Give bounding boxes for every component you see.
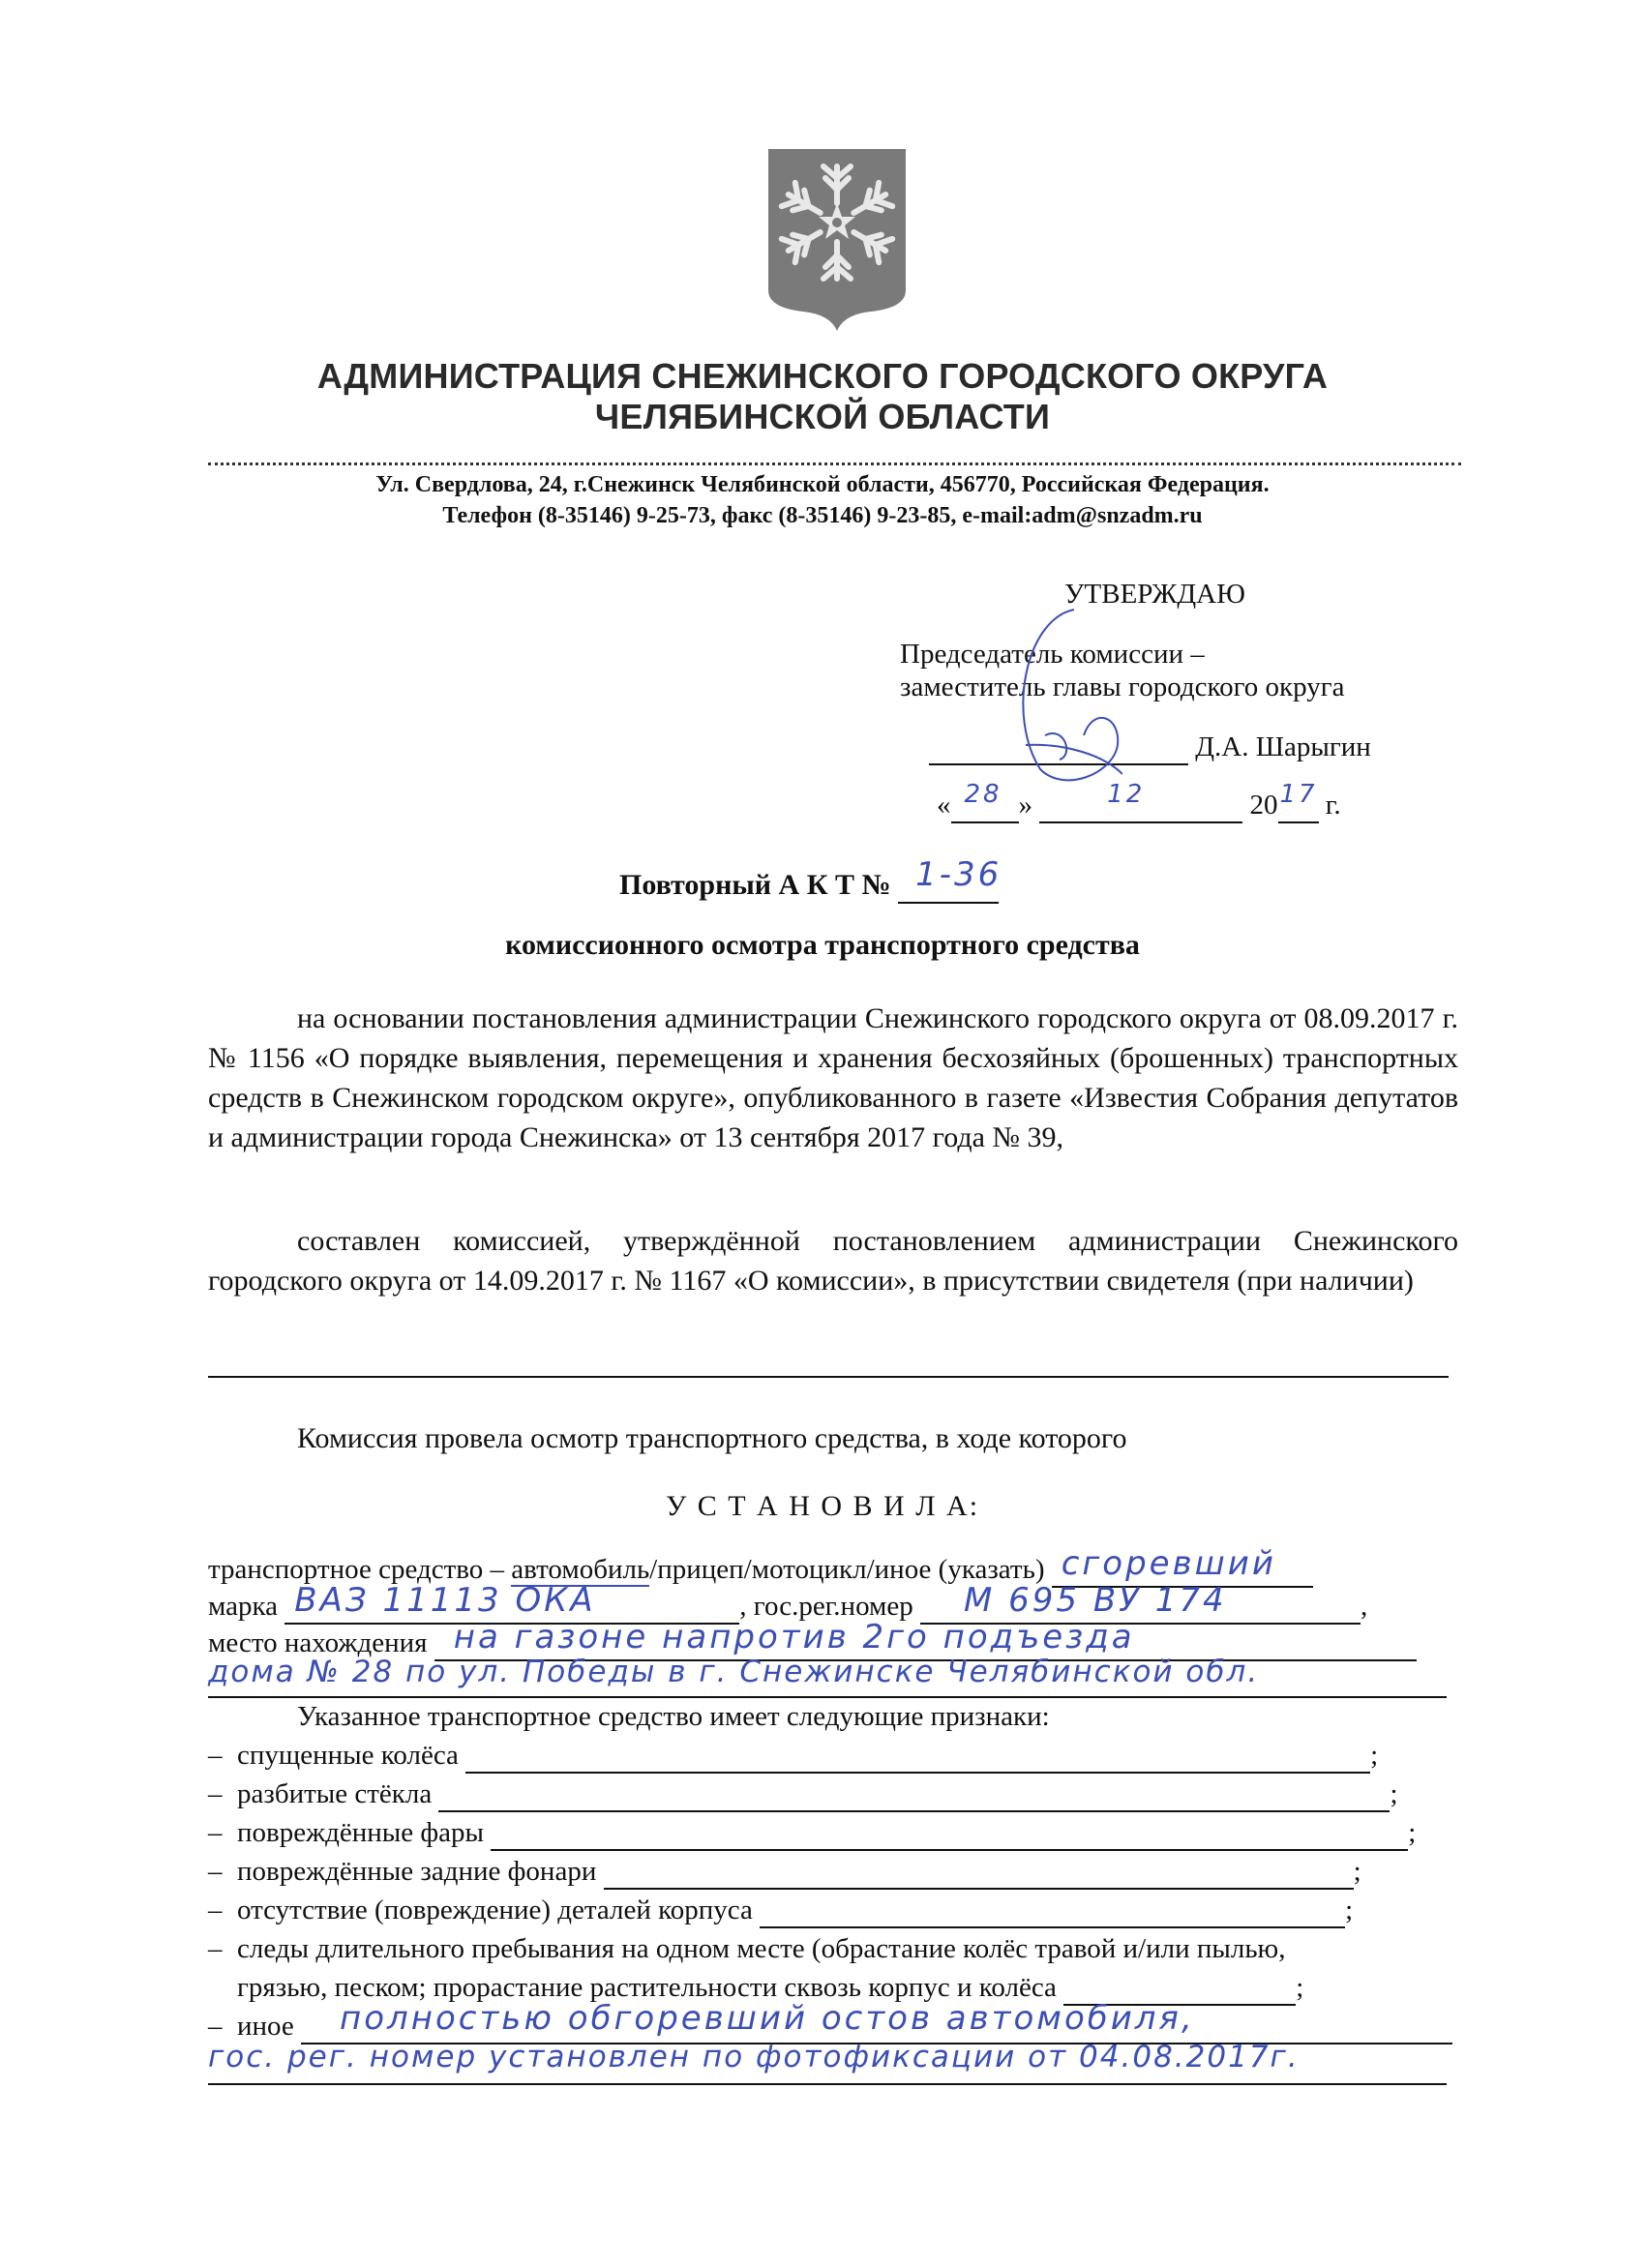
- vehicle-brand-line: марка ВАЗ 11113 ОКА , гос.рег.номер М 695 ВУ 174 ,: [208, 1591, 1367, 1625]
- date-open-quote: «: [937, 790, 951, 821]
- paragraph-composed: составлен комиссией, утверждённой постановлением администрации Снежинского городского округа от 14.09.2017 г. № 1167 «О комиссии», в присутствии свидетеля (при наличии): [208, 1225, 1458, 1297]
- date-year-suffix: г.: [1325, 790, 1341, 821]
- date-close-quote: »: [1018, 790, 1032, 821]
- vehicle-location-line-2: [208, 1655, 1447, 1698]
- other-hand-1: полностью обгоревший остов автомобиля,: [340, 1999, 1195, 2038]
- date-year-field: [1278, 780, 1319, 823]
- approval-position-2: заместитель главы городского округа: [900, 671, 1345, 702]
- plate-label: , гос.рег.номер: [739, 1591, 913, 1622]
- location-hand-1: на газоне напротив 2го подъезда: [453, 1618, 1135, 1656]
- location-label: место нахождения: [208, 1627, 428, 1658]
- sign-item: – повреждённые фары ;: [208, 1817, 1416, 1851]
- vehicle-type-rest: /прицеп/мотоцикл/иное (указать): [649, 1554, 1045, 1585]
- approval-position-1: Председатель комиссии –: [900, 639, 1205, 670]
- other-label: иное: [237, 2011, 294, 2042]
- date-month-hand: 12: [1107, 780, 1146, 809]
- signs-intro: Указанное транспортное средство имеет следующие признаки:: [297, 1701, 1050, 1732]
- act-number-field: [898, 855, 1002, 904]
- location-field-2: [208, 1655, 1447, 1698]
- signatory-name: Д.А. Шарыгин: [1195, 731, 1371, 762]
- location-hand-2: дома № 28 по ул. Победы в г. Снежинске Челябинской обл.: [208, 1655, 1260, 1689]
- sign-item: – спущенные колёса ;: [208, 1740, 1378, 1774]
- other-field-2: [208, 2040, 1447, 2085]
- snowflake-star-shield-icon: [764, 145, 910, 334]
- brand-hand: ВАЗ 11113 ОКА: [294, 1581, 596, 1620]
- signature-line: [929, 731, 1371, 765]
- act-subtitle: комиссионного осмотра транспортного средства: [505, 929, 1140, 961]
- act-title: [619, 855, 1002, 904]
- handwritten-signature: [1006, 600, 1122, 793]
- act-title-prefix: Повторный А К Т №: [619, 869, 891, 901]
- witness-line: [208, 1376, 1449, 1378]
- vehicle-type-label: транспортное средство –: [208, 1554, 505, 1585]
- sign-item: – отсутствие (повреждение) деталей корпуса ;: [208, 1895, 1353, 1928]
- established-heading: У С Т А Н О В И Л А:: [665, 1490, 980, 1522]
- sign-item-other-2: [208, 2040, 1447, 2085]
- sign-item-other: – иное полностью обгоревший остов автомобиля,: [208, 2011, 1452, 2044]
- paragraph-inspection: Комиссия провела осмотр транспортного средства, в ходе которого: [297, 1422, 1127, 1454]
- date-year-prefix: 20: [1249, 790, 1278, 821]
- sign-item-long-cont: грязью, песком; прорастание растительности сквозь корпус и колёса ;: [237, 1972, 1303, 2006]
- date-month-field: [1039, 780, 1242, 823]
- brand-label: марка: [208, 1591, 279, 1622]
- address-line: Ул. Свердлова, 24, г.Снежинск Челябинской области, 456770, Российская Федерация.: [375, 472, 1270, 497]
- paragraph-basis: на основании постановления администрации Снежинского городского округа от 08.09.2017 г. № 1156 «О порядке выявления, перемещения и хранения бесхозяйных (брошенных) транспортных средств в Снежинском городском округе», опубликованного в газете «Известия Собрания депутатов и администрации города Снежинска» от 13 сентября 2017 года № 39,: [208, 1002, 1458, 1153]
- plate-hand: М 695 ВУ 174: [964, 1581, 1227, 1620]
- date-day-field: [951, 780, 1019, 823]
- approval-date: [937, 780, 1341, 823]
- act-number-hand: 1-36: [915, 855, 1002, 894]
- vehicle-type-selected: автомобиль: [511, 1554, 650, 1585]
- org-title-line2: ЧЕЛЯБИНСКОЙ ОБЛАСТИ: [594, 397, 1051, 436]
- header-divider: [208, 463, 1461, 465]
- approval-heading: УТВЕРЖДАЮ: [1064, 579, 1245, 610]
- date-year-hand: 17: [1279, 780, 1318, 809]
- sign-item: – повреждённые задние фонари ;: [208, 1856, 1361, 1890]
- sign-item: – разбитые стёкла ;: [208, 1778, 1398, 1812]
- vehicle-type-hand: сгоревший: [1061, 1544, 1276, 1583]
- other-hand-2: гос. рег. номер установлен по фотофиксации от 04.08.2017г.: [208, 2040, 1300, 2074]
- sign-item-long: – следы длительного пребывания на одном месте (обрастание колёс травой и/или пылью,: [208, 1933, 1286, 1964]
- contacts-line: Телефон (8-35146) 9-25-73, факс (8-35146) 9-23-85, e-mail:adm@snzadm.ru: [442, 503, 1203, 528]
- date-day-hand: 28: [964, 780, 1002, 809]
- org-title-line1: АДМИНИСТРАЦИЯ СНЕЖИНСКОГО ГОРОДСКОГО ОКРУГА: [316, 356, 1329, 396]
